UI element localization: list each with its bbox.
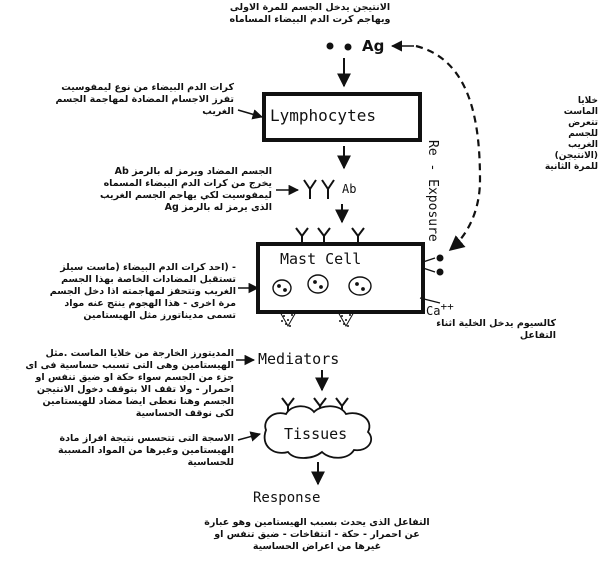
antigen-dot <box>327 43 334 50</box>
note-mediators: المديتورز الخارجة من خلايا الماست .مثل الهيستامين وهى التى تسبب حساسية فى اى جزء من الجسم سواء حكة او ضيق تنفس او احمرار - ولا تقف الا بتوقف دخول الانتيجن الجسم وهنا نعطى ايضا مضاد للهيستامين لكى نوقف الحساسية <box>25 348 234 419</box>
tissues-label: Tissues <box>284 425 348 443</box>
mast-cell-receptor-icon <box>296 228 364 244</box>
note-mast-cell: - (احد كرات الدم البيضاء (ماست سيلز تستقبل المضادات الخاصة بهذا الجسم الغريب وتتحفز لمهاجمته اذا دخل الجسم مرة اخرى - هذا الهجوم ينتج عنه مواد تسمى مديناتورز مثل الهيستامين <box>49 262 236 321</box>
note-reexposure: خلايا الماست تتعرض للجسم الغريب (الانتيجن) للمرة الثانية <box>544 96 598 172</box>
calcium-label <box>426 300 454 318</box>
response-label: Response <box>253 490 321 506</box>
antigen-dot <box>437 255 444 262</box>
lymphocytes-label: Lymphocytes <box>270 106 376 125</box>
arrow-note-to-tissues <box>238 434 260 440</box>
antibody-label: Ab <box>342 182 357 196</box>
calcium-charge: ++ <box>440 300 454 313</box>
note-response: التفاعل الذى يحدث بسبب الهيستامين وهو عبارة عن احمرار - حكة - انتفاخات - ضيق تنفس او غيرها من اعراض الحساسية <box>204 517 430 552</box>
antibody-y-icon <box>304 180 334 199</box>
antigen-dot <box>345 44 352 51</box>
note-tissues: الاسجة التى تتحسس نتيجة افراز مادة الهيستامين وغيرها من المواد المسببة للحساسية <box>57 433 234 468</box>
note-calcium: كالسيوم يدخل الخلية اثناء التفاعل <box>436 318 556 341</box>
mediators-label: Mediators <box>258 350 340 368</box>
calcium-symbol: Ca <box>426 304 441 318</box>
mast-cell-label: Mast Cell <box>280 250 362 268</box>
note-antibody: الجسم المضاد ويرمز له بالرمز Ab يخرج من كرات الدم البيضاء المسماه ليمفوسيت لكي يهاجم الجسم الغريب الذى يرمز له بالرمز Ag <box>99 166 272 213</box>
arrow-note-to-lymphocytes <box>238 110 262 117</box>
note-lymphocytes: كرات الدم البيضاء من نوع ليمفوسيت تفرز الاجسام المضادة لمهاجمة الجسم الغريب <box>55 82 234 117</box>
re-exposure-label: Re - Exposure <box>425 140 440 242</box>
degranulation-spray-icon <box>280 312 354 327</box>
note-antigen-entry: الانتيجن يدخل الجسم للمرة الاولى ويهاجم كرت الدم البيضاء المساماه <box>229 2 391 25</box>
antigen-label: Ag <box>362 37 385 55</box>
antigen-dot <box>437 269 444 276</box>
